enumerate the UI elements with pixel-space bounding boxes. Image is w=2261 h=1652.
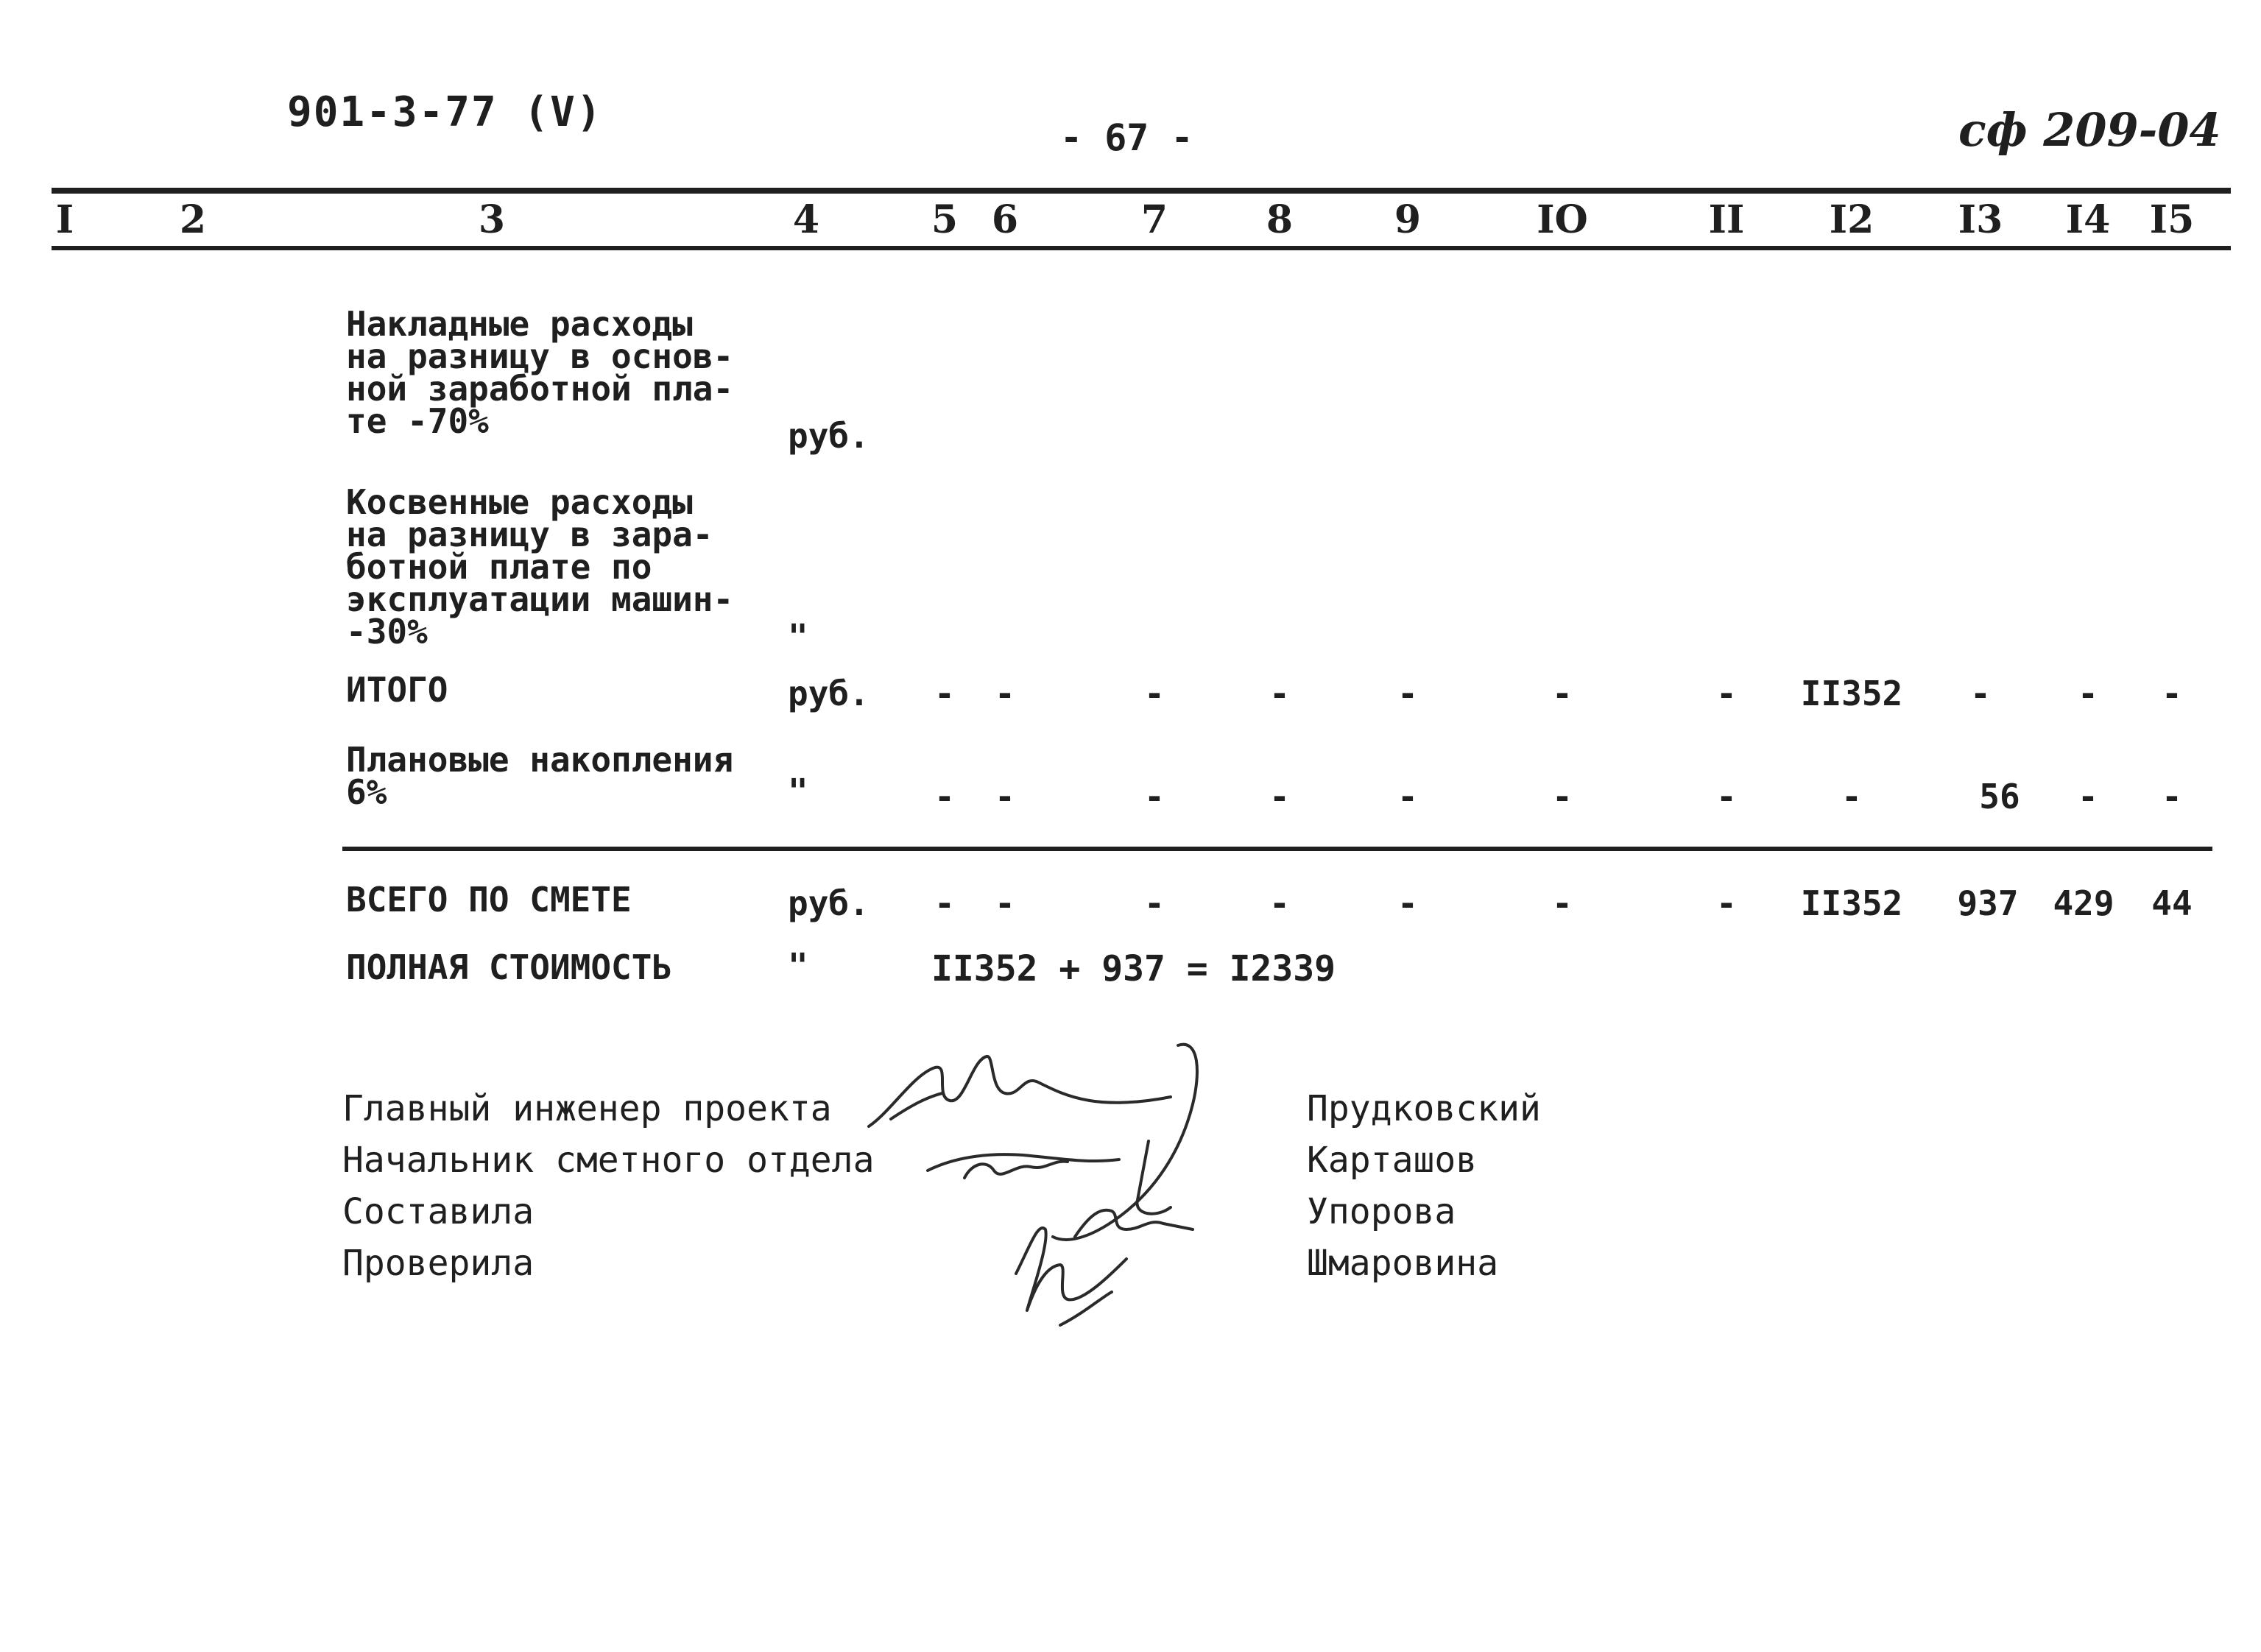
column-number-6: 6 xyxy=(991,197,1019,242)
column-number-8: 8 xyxy=(1266,197,1294,242)
column-number-9: 9 xyxy=(1394,197,1422,242)
full-cost-formula: II352 + 937 = I2339 xyxy=(931,948,1336,989)
row-label-overhead: Накладные расходы на разницу в основ- ной заработной пла- те -70% xyxy=(346,304,734,441)
signature-name-checked-by: Шмаровина xyxy=(1307,1243,1499,1284)
table-cell: 44 xyxy=(2151,883,2193,923)
table-cell: - xyxy=(1269,883,1290,923)
column-number-15: I5 xyxy=(2149,197,2195,242)
table-cell: - xyxy=(2162,777,2182,816)
table-cell: - xyxy=(1716,674,1737,713)
column-number-1: I xyxy=(55,197,74,242)
column-number-14: I4 xyxy=(2065,197,2111,242)
table-cell: 56 xyxy=(1979,777,2020,816)
column-number-2: 2 xyxy=(179,197,207,242)
table-header-bottom-rule xyxy=(52,246,2231,250)
column-number-3: 3 xyxy=(478,197,506,242)
column-number-4: 4 xyxy=(792,197,820,242)
table-cell: II352 xyxy=(1800,674,1903,713)
table-cell: II352 xyxy=(1800,883,1903,923)
signature-role-compiled-by: Составила xyxy=(342,1191,535,1232)
table-cell: - xyxy=(2078,674,2098,713)
column-number-12: I2 xyxy=(1829,197,1874,242)
sheet-code: сф 209-04 xyxy=(1958,103,2221,157)
row-label-full-cost: ПОЛНАЯ СТОИМОСТЬ xyxy=(346,947,673,987)
signature-name-estimate-head: Карташов xyxy=(1307,1140,1478,1181)
table-cell: - xyxy=(1552,674,1573,713)
table-cell: - xyxy=(1716,883,1737,923)
signature-role-estimate-head: Начальник сметного отдела xyxy=(342,1140,875,1181)
table-cell: - xyxy=(1716,777,1737,816)
table-cell: - xyxy=(2078,777,2098,816)
table-cell: - xyxy=(1144,777,1165,816)
row-label-subtotal: ИТОГО xyxy=(346,670,448,710)
column-number-10: IO xyxy=(1537,197,1588,242)
table-cell: - xyxy=(1144,674,1165,713)
table-cell: - xyxy=(1552,777,1573,816)
totals-divider-rule xyxy=(342,847,2212,851)
table-cell: - xyxy=(1841,777,1862,816)
column-number-11: II xyxy=(1708,197,1745,242)
table-cell: - xyxy=(1269,674,1290,713)
table-cell: - xyxy=(934,883,955,923)
table-cell: - xyxy=(1397,674,1418,713)
row-label-grand-total: ВСЕГО ПО СМЕТЕ xyxy=(346,880,632,919)
table-cell: 429 xyxy=(2053,883,2114,923)
column-number-13: I3 xyxy=(1958,197,2003,242)
document-code: 901-3-77 (V) xyxy=(287,88,603,136)
handwritten-signatures-drawing xyxy=(847,1031,1303,1355)
table-cell: - xyxy=(1144,883,1165,923)
table-cell: - xyxy=(934,674,955,713)
page-number: - 67 - xyxy=(1060,116,1193,159)
signature-name-compiled-by: Упорова xyxy=(1307,1191,1456,1232)
column-number-5: 5 xyxy=(931,197,959,242)
row-unit-subtotal: руб. xyxy=(788,674,870,713)
row-label-indirect-costs: Косвенные расходы на разницу в зара- ботной плате по эксплуатации машин- -30% xyxy=(346,482,734,652)
signature-name-chief-engineer: Прудковский xyxy=(1307,1088,1541,1129)
row-unit-overhead: руб. xyxy=(788,416,870,456)
row-unit-planned-savings: " xyxy=(788,772,808,811)
table-cell: - xyxy=(1552,883,1573,923)
table-cell: - xyxy=(1970,674,1991,713)
table-cell: - xyxy=(1397,777,1418,816)
row-label-planned-savings: Плановые накопления 6% xyxy=(346,740,734,812)
table-cell: - xyxy=(934,777,955,816)
table-cell: - xyxy=(995,674,1015,713)
table-cell: - xyxy=(995,883,1015,923)
table-cell: - xyxy=(995,777,1015,816)
table-cell: - xyxy=(1269,777,1290,816)
row-unit-full-cost: " xyxy=(788,946,808,986)
column-number-7: 7 xyxy=(1140,197,1168,242)
signature-role-checked-by: Проверила xyxy=(342,1243,535,1284)
table-cell: 937 xyxy=(1957,883,2019,923)
signature-role-chief-engineer: Главный инженер проекта xyxy=(342,1088,832,1129)
table-cell: - xyxy=(1397,883,1418,923)
row-unit-grand-total: руб. xyxy=(788,883,870,923)
row-unit-indirect-costs: " xyxy=(788,617,808,657)
table-header-top-rule xyxy=(52,188,2231,194)
table-cell: - xyxy=(2162,674,2182,713)
